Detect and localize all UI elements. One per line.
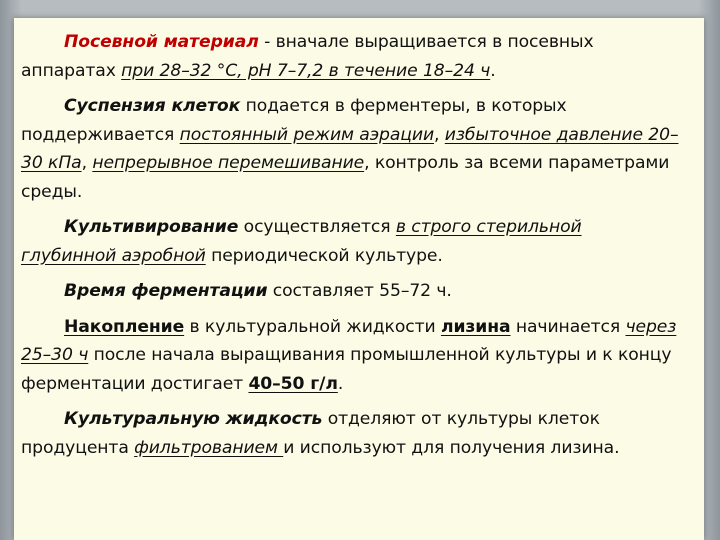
- slide: [14, 18, 704, 540]
- text: отделяют от культуры клеток продуцента: [21, 409, 600, 458]
- text: после начала выращивания промышленной культуры и к концу ферментации достигает: [21, 345, 672, 394]
- highlight-seed-conditions: при 28–32 °С, рН 7–7,2 в течение 18–24 ч: [121, 60, 491, 81]
- text: - вначале выращивается в посевных аппаратах: [21, 32, 594, 81]
- text: составляет 55–72 ч.: [267, 281, 452, 301]
- text: .: [490, 60, 496, 81]
- highlight-yield: 40–50 г/л: [248, 373, 338, 394]
- highlight-culture-type: в строго стерильной глубинной аэробной: [21, 217, 582, 266]
- highlight-aeration: постоянный режим аэрации: [179, 124, 435, 145]
- text: и используют для получения лизина.: [283, 437, 620, 458]
- text: , контроль за всеми параметрами среды.: [21, 153, 670, 202]
- text: периодической культуре.: [205, 245, 443, 266]
- highlight-pressure: избыточное давление 20–30 кПа: [21, 124, 679, 173]
- paragraph-cell-suspension: [21, 92, 681, 206]
- paragraph-cultivation: [21, 213, 681, 270]
- paragraph-seed-material: [21, 28, 681, 85]
- highlight-onset-time: через 25–30 ч: [21, 316, 677, 365]
- text: ,: [81, 153, 93, 173]
- paragraph-culture-liquid: [21, 405, 681, 462]
- text: в культуральной жидкости: [184, 316, 441, 337]
- text: подается в ферментеры, в которых поддерживается: [21, 96, 567, 145]
- term-cultivation: Культивирование: [64, 217, 239, 237]
- text: осуществляется: [238, 217, 396, 237]
- term-seed-material: Посевной материал: [64, 32, 259, 52]
- text: начинается: [510, 316, 626, 337]
- text: .: [337, 373, 344, 394]
- term-accumulation: Накопление: [64, 316, 185, 337]
- term-fermentation-time: Время ферментации: [64, 281, 268, 301]
- highlight-mixing: непрерывное перемешивание: [92, 153, 365, 173]
- term-cell-suspension: Суспензия клеток: [64, 96, 241, 116]
- term-culture-liquid: Культуральную жидкость: [64, 409, 323, 429]
- highlight-lysine: лизина: [440, 316, 511, 337]
- paragraph-accumulation: [21, 313, 681, 399]
- highlight-filtration: фильтрованием: [134, 437, 284, 458]
- paragraph-fermentation-time: [21, 277, 681, 306]
- text: ,: [434, 124, 445, 145]
- slide-text: [21, 28, 681, 469]
